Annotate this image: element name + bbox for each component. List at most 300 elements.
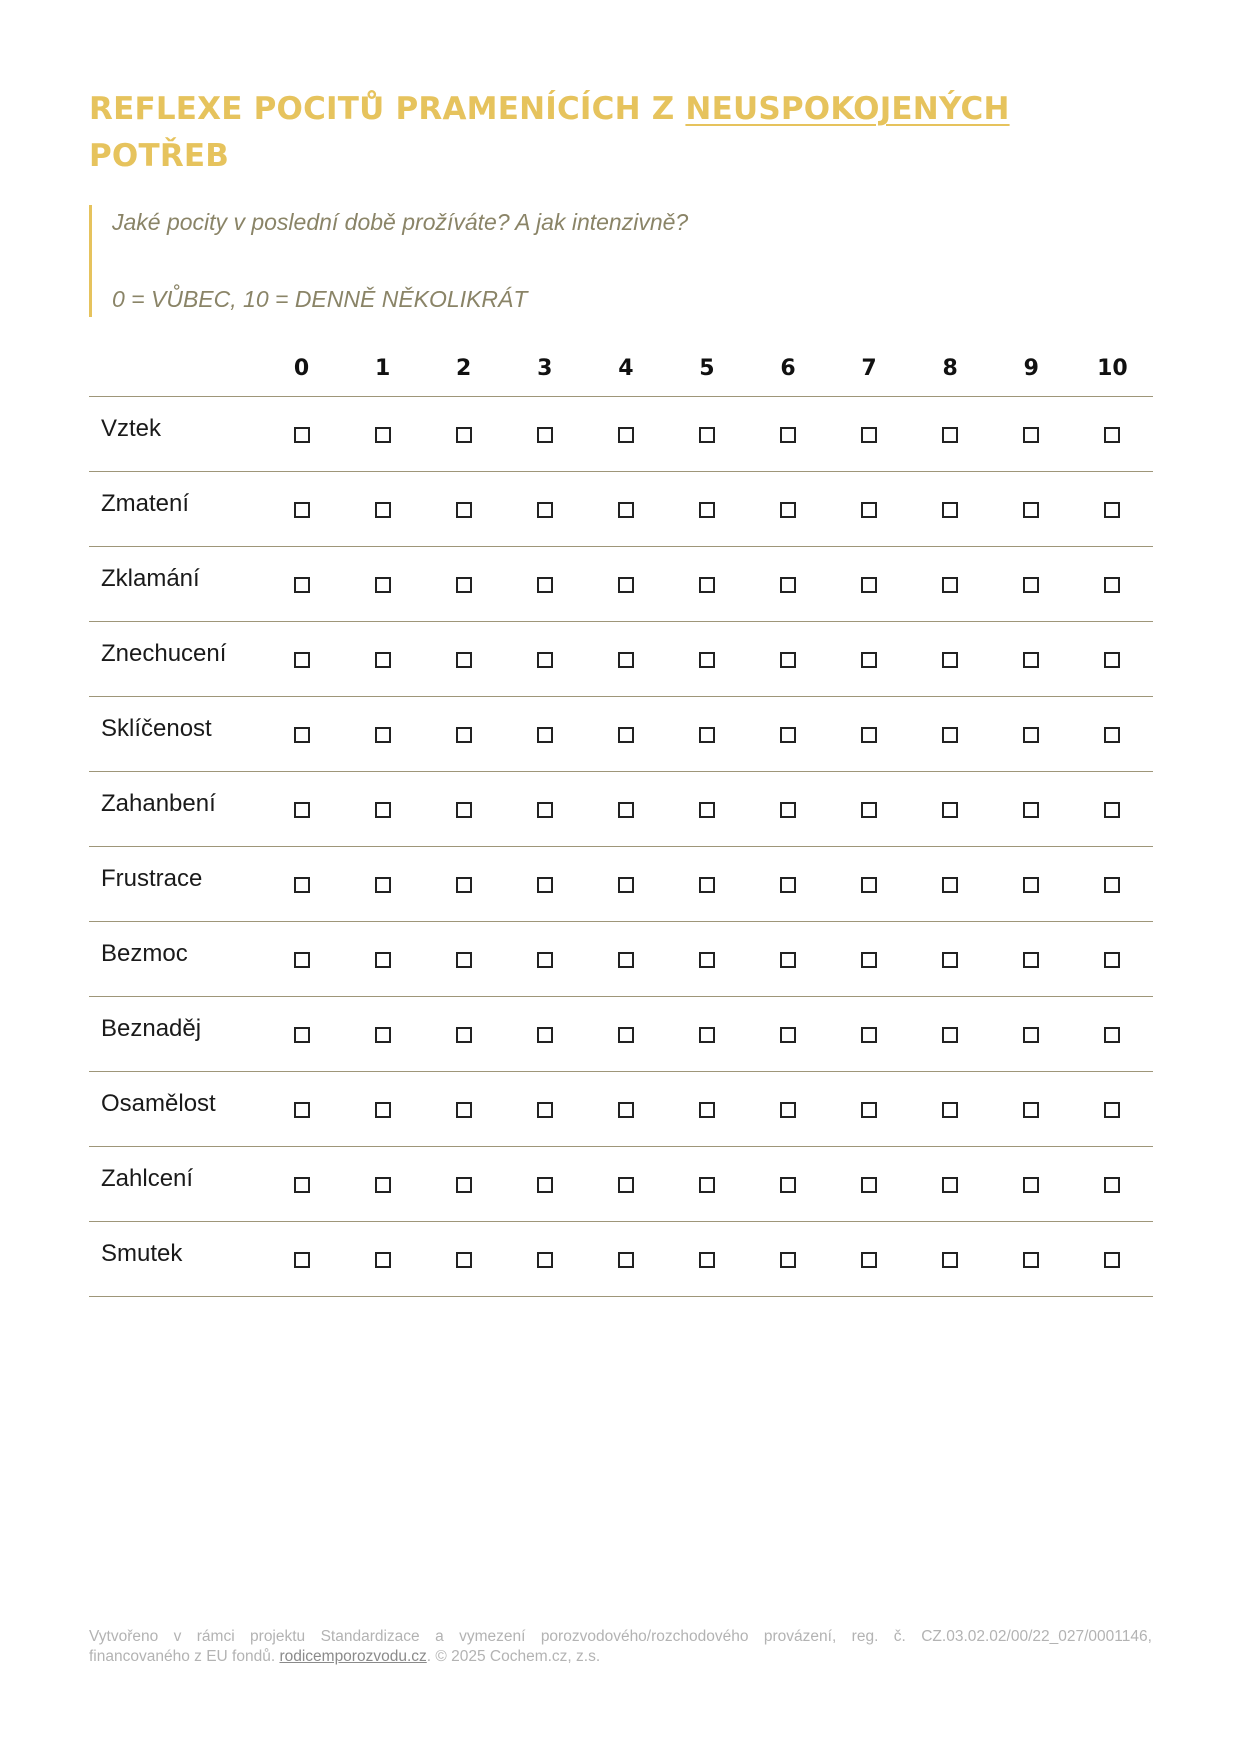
footer <box>89 1627 1152 1667</box>
checkbox[interactable] <box>375 727 391 743</box>
checkbox[interactable] <box>699 577 715 593</box>
scale-cell <box>261 1147 342 1222</box>
scale-header-7: 7 <box>861 355 877 381</box>
checkbox[interactable] <box>699 652 715 668</box>
scale-cell <box>342 547 423 622</box>
footer-line1-word: č. <box>893 1628 906 1645</box>
checkbox[interactable] <box>1104 952 1120 968</box>
checkbox[interactable] <box>1023 802 1039 818</box>
scale-cell <box>991 397 1072 472</box>
scale-cell <box>342 772 423 847</box>
checkbox[interactable] <box>861 952 877 968</box>
scale-cell <box>666 922 747 997</box>
checkbox[interactable] <box>456 952 472 968</box>
checkbox[interactable] <box>294 802 310 818</box>
scale-cell <box>261 847 342 922</box>
feeling-label: Sklíčenost <box>89 697 261 772</box>
feelings-scale-table <box>89 340 1153 1297</box>
scale-cell <box>423 1147 504 1222</box>
scale-cell <box>829 547 910 622</box>
footer-line1-word: porozvodového/rozchodového <box>540 1628 749 1645</box>
checkbox[interactable] <box>861 577 877 593</box>
checkbox[interactable] <box>699 427 715 443</box>
scale-header-1: 1 <box>374 355 391 381</box>
checkbox[interactable] <box>1023 877 1039 893</box>
checkbox[interactable] <box>942 877 958 893</box>
scale-cell <box>585 622 666 697</box>
checkbox[interactable] <box>456 577 472 593</box>
checkbox[interactable] <box>1023 1177 1039 1193</box>
footer-line1-word: a <box>435 1628 444 1645</box>
scale-cell <box>585 1147 666 1222</box>
scale-cell <box>666 397 747 472</box>
feeling-label: Zklamání <box>89 547 261 622</box>
checkbox[interactable] <box>294 502 310 518</box>
table-row <box>89 847 1153 922</box>
checkbox[interactable] <box>294 727 310 743</box>
feeling-label: Osamělost <box>89 1072 261 1147</box>
intro-scale-hint: 0 = VŮBEC, 10 = DENNĚ NĚKOLIKRÁT <box>112 286 528 312</box>
scale-cell <box>1072 697 1153 772</box>
scale-header-9: 9 <box>1023 355 1039 381</box>
scale-cell <box>504 397 585 472</box>
checkbox[interactable] <box>780 727 796 743</box>
checkbox[interactable] <box>780 1177 796 1193</box>
scale-cell <box>991 997 1072 1072</box>
scale-cell <box>666 997 747 1072</box>
scale-cell <box>829 622 910 697</box>
scale-cell <box>910 1222 991 1297</box>
checkbox[interactable] <box>618 652 634 668</box>
footer-line1-word: Standardizace <box>320 1628 420 1645</box>
scale-cell <box>261 772 342 847</box>
title-part1: REFLEXE POCITŮ PRAMENÍCÍCH Z <box>89 91 686 127</box>
footer-line1-word: vymezení <box>459 1628 526 1645</box>
table-row <box>89 1147 1153 1222</box>
scale-cell <box>666 1072 747 1147</box>
scale-cell <box>342 997 423 1072</box>
checkbox[interactable] <box>942 1252 958 1268</box>
checkbox[interactable] <box>699 802 715 818</box>
checkbox[interactable] <box>780 652 796 668</box>
checkbox[interactable] <box>618 1102 634 1118</box>
checkbox[interactable] <box>456 502 472 518</box>
scale-header-8: 8 <box>942 355 958 381</box>
scale-cell <box>342 697 423 772</box>
checkbox[interactable] <box>456 427 472 443</box>
checkbox[interactable] <box>861 727 877 743</box>
scale-cell <box>504 997 585 1072</box>
checkbox[interactable] <box>942 1177 958 1193</box>
checkbox[interactable] <box>456 652 472 668</box>
scale-cell <box>666 1222 747 1297</box>
scale-cell <box>910 547 991 622</box>
checkbox[interactable] <box>1104 1252 1120 1268</box>
feeling-label: Zahlcení <box>89 1147 261 1222</box>
checkbox[interactable] <box>780 1027 796 1043</box>
scale-cell <box>829 397 910 472</box>
scale-cell <box>991 1222 1072 1297</box>
feeling-label: Smutek <box>89 1222 261 1297</box>
scale-cell <box>423 772 504 847</box>
scale-header-3: 3 <box>537 355 553 381</box>
scale-header-4: 4 <box>618 355 634 381</box>
scale-cell <box>829 697 910 772</box>
checkbox[interactable] <box>699 1102 715 1118</box>
table-row <box>89 772 1153 847</box>
checkbox[interactable] <box>294 577 310 593</box>
scale-cell <box>261 697 342 772</box>
scale-cell <box>910 1072 991 1147</box>
scale-cell <box>261 922 342 997</box>
checkbox[interactable] <box>294 652 310 668</box>
checkbox[interactable] <box>780 577 796 593</box>
footer-line2-prefix: financovaného z EU fondů. <box>89 1648 280 1665</box>
footer-line1-word: CZ.03.02.02/00/22_027/0001146, <box>921 1628 1152 1645</box>
scale-cell <box>423 847 504 922</box>
header-empty-cell <box>89 340 261 397</box>
checkbox[interactable] <box>618 802 634 818</box>
scale-cell <box>504 922 585 997</box>
scale-cell <box>991 472 1072 547</box>
table-row <box>89 397 1153 472</box>
checkbox[interactable] <box>1104 727 1120 743</box>
scale-header-10: 10 <box>1097 355 1128 381</box>
checkbox[interactable] <box>1023 1027 1039 1043</box>
scale-cell <box>747 547 828 622</box>
checkbox[interactable] <box>942 577 958 593</box>
scale-cell <box>423 922 504 997</box>
checkbox[interactable] <box>942 1027 958 1043</box>
checkbox[interactable] <box>537 577 553 593</box>
checkbox[interactable] <box>1023 727 1039 743</box>
scale-cell <box>504 1147 585 1222</box>
footer-line1-word: provázení, <box>763 1628 837 1645</box>
checkbox[interactable] <box>942 952 958 968</box>
checkbox[interactable] <box>1023 952 1039 968</box>
checkbox[interactable] <box>375 577 391 593</box>
scale-cell <box>504 1222 585 1297</box>
checkbox[interactable] <box>861 427 877 443</box>
scale-cell <box>666 697 747 772</box>
scale-cell <box>1072 397 1153 472</box>
checkbox[interactable] <box>1104 802 1120 818</box>
checkbox[interactable] <box>375 1027 391 1043</box>
scale-cell <box>910 1147 991 1222</box>
scale-cell <box>1072 997 1153 1072</box>
scale-cell <box>423 622 504 697</box>
scale-cell <box>585 997 666 1072</box>
footer-line2 <box>89 1647 1152 1667</box>
scale-cell <box>1072 1222 1153 1297</box>
scale-cell <box>261 997 342 1072</box>
checkbox[interactable] <box>294 427 310 443</box>
checkbox[interactable] <box>456 877 472 893</box>
checkbox[interactable] <box>861 1252 877 1268</box>
checkbox[interactable] <box>942 502 958 518</box>
scale-cell <box>504 772 585 847</box>
checkbox[interactable] <box>618 1027 634 1043</box>
checkbox[interactable] <box>537 652 553 668</box>
scale-cell <box>504 472 585 547</box>
checkbox[interactable] <box>1104 652 1120 668</box>
checkbox[interactable] <box>537 427 553 443</box>
checkbox[interactable] <box>1104 1102 1120 1118</box>
checkbox[interactable] <box>537 1252 553 1268</box>
scale-cell <box>504 847 585 922</box>
scale-cell <box>423 1072 504 1147</box>
scale-cell <box>910 472 991 547</box>
checkbox[interactable] <box>618 877 634 893</box>
scale-cell <box>342 622 423 697</box>
checkbox[interactable] <box>861 1102 877 1118</box>
checkbox[interactable] <box>780 427 796 443</box>
footer-line2-suffix: . © 2025 Cochem.cz, z.s. <box>426 1648 601 1665</box>
scale-cell <box>747 847 828 922</box>
scale-header-6: 6 <box>780 355 796 381</box>
checkbox[interactable] <box>456 727 472 743</box>
checkbox[interactable] <box>618 427 634 443</box>
title-part2: POTŘEB <box>89 138 230 174</box>
table-row <box>89 697 1153 772</box>
footer-line1 <box>89 1627 1152 1647</box>
table-row <box>89 472 1153 547</box>
checkbox[interactable] <box>375 1252 391 1268</box>
intro-question: Jaké pocity v poslední době prožíváte? A jak intenzivně? <box>112 209 689 235</box>
checkbox[interactable] <box>375 1177 391 1193</box>
scale-cell <box>747 1147 828 1222</box>
checkbox[interactable] <box>537 952 553 968</box>
scale-cell <box>342 1072 423 1147</box>
checkbox[interactable] <box>456 1027 472 1043</box>
scale-cell <box>829 997 910 1072</box>
checkbox[interactable] <box>294 1177 310 1193</box>
table-row <box>89 622 1153 697</box>
scale-cell <box>261 622 342 697</box>
checkbox[interactable] <box>861 877 877 893</box>
scale-cell <box>747 472 828 547</box>
checkbox[interactable] <box>456 802 472 818</box>
checkbox[interactable] <box>537 1177 553 1193</box>
checkbox[interactable] <box>618 952 634 968</box>
scale-cell <box>910 397 991 472</box>
checkbox[interactable] <box>942 1102 958 1118</box>
scale-cell <box>1072 547 1153 622</box>
scale-cell <box>1072 622 1153 697</box>
checkbox[interactable] <box>699 1177 715 1193</box>
checkbox[interactable] <box>699 727 715 743</box>
checkbox[interactable] <box>861 1027 877 1043</box>
checkbox[interactable] <box>618 1177 634 1193</box>
table-row <box>89 922 1153 997</box>
table-row <box>89 1072 1153 1147</box>
scale-cell <box>1072 472 1153 547</box>
footer-line1-word: projektu <box>250 1628 306 1645</box>
checkbox[interactable] <box>1104 1177 1120 1193</box>
scale-cell <box>829 922 910 997</box>
scale-cell <box>910 997 991 1072</box>
scale-header-row <box>89 340 1153 397</box>
checkbox[interactable] <box>618 577 634 593</box>
scale-cell <box>747 1072 828 1147</box>
checkbox[interactable] <box>537 727 553 743</box>
checkbox[interactable] <box>780 952 796 968</box>
scale-cell <box>666 622 747 697</box>
checkbox[interactable] <box>294 1252 310 1268</box>
checkbox[interactable] <box>618 727 634 743</box>
checkbox[interactable] <box>942 727 958 743</box>
checkbox[interactable] <box>294 1027 310 1043</box>
checkbox[interactable] <box>375 502 391 518</box>
checkbox[interactable] <box>861 1177 877 1193</box>
checkbox[interactable] <box>780 1102 796 1118</box>
checkbox[interactable] <box>456 1177 472 1193</box>
scale-cell <box>423 697 504 772</box>
checkbox[interactable] <box>699 877 715 893</box>
checkbox[interactable] <box>294 952 310 968</box>
checkbox[interactable] <box>699 1027 715 1043</box>
scale-cell <box>504 547 585 622</box>
checkbox[interactable] <box>537 502 553 518</box>
scale-cell <box>585 922 666 997</box>
checkbox[interactable] <box>699 502 715 518</box>
scale-cell <box>991 697 1072 772</box>
feeling-label: Zmatení <box>89 472 261 547</box>
scale-cell <box>261 1072 342 1147</box>
checkbox[interactable] <box>1104 877 1120 893</box>
checkbox[interactable] <box>1023 1252 1039 1268</box>
scale-cell <box>585 1222 666 1297</box>
checkbox[interactable] <box>537 802 553 818</box>
scale-cell <box>747 697 828 772</box>
checkbox[interactable] <box>1104 427 1120 443</box>
table-row <box>89 1222 1153 1297</box>
checkbox[interactable] <box>375 1102 391 1118</box>
checkbox[interactable] <box>1104 577 1120 593</box>
checkbox[interactable] <box>699 952 715 968</box>
checkbox[interactable] <box>375 427 391 443</box>
scale-cell <box>991 547 1072 622</box>
checkbox[interactable] <box>942 652 958 668</box>
scale-cell <box>585 772 666 847</box>
scale-cell <box>910 697 991 772</box>
page-title <box>89 86 1089 180</box>
checkbox[interactable] <box>861 652 877 668</box>
scale-cell <box>423 547 504 622</box>
scale-cell <box>829 1072 910 1147</box>
scale-cell <box>910 772 991 847</box>
checkbox[interactable] <box>618 1252 634 1268</box>
scale-cell <box>666 1147 747 1222</box>
checkbox[interactable] <box>1023 502 1039 518</box>
scale-header-0: 0 <box>293 355 310 381</box>
scale-cell <box>991 1147 1072 1222</box>
checkbox[interactable] <box>294 877 310 893</box>
checkbox[interactable] <box>942 802 958 818</box>
scale-cell <box>666 772 747 847</box>
scale-cell <box>910 847 991 922</box>
footer-line1-word: rámci <box>196 1628 235 1645</box>
scale-cell <box>747 922 828 997</box>
footer-line1-word: reg. <box>851 1628 879 1645</box>
checkbox[interactable] <box>375 652 391 668</box>
scale-cell <box>991 847 1072 922</box>
footer-link[interactable]: rodicemporozvodu.cz <box>279 1648 427 1665</box>
checkbox[interactable] <box>1023 652 1039 668</box>
checkbox[interactable] <box>537 1027 553 1043</box>
checkbox[interactable] <box>780 502 796 518</box>
scale-cell <box>1072 1072 1153 1147</box>
scale-cell <box>829 1147 910 1222</box>
scale-cell <box>342 1147 423 1222</box>
scale-header-2: 2 <box>456 355 472 381</box>
checkbox[interactable] <box>618 502 634 518</box>
checkbox[interactable] <box>456 1102 472 1118</box>
scale-cell <box>666 472 747 547</box>
scale-cell <box>585 697 666 772</box>
scale-cell <box>991 772 1072 847</box>
checkbox[interactable] <box>1023 1102 1039 1118</box>
feeling-label: Bezmoc <box>89 922 261 997</box>
checkbox[interactable] <box>375 952 391 968</box>
checkbox[interactable] <box>1023 427 1039 443</box>
scale-cell <box>991 622 1072 697</box>
checkbox[interactable] <box>456 1252 472 1268</box>
scale-cell <box>342 1222 423 1297</box>
scale-cell <box>342 397 423 472</box>
checkbox[interactable] <box>780 877 796 893</box>
checkbox[interactable] <box>780 802 796 818</box>
checkbox[interactable] <box>537 877 553 893</box>
footer-line1-word: v <box>173 1628 182 1645</box>
scale-header-5: 5 <box>699 355 715 381</box>
scale-cell <box>423 997 504 1072</box>
checkbox[interactable] <box>861 502 877 518</box>
feeling-label: Vztek <box>89 397 261 472</box>
checkbox[interactable] <box>294 1102 310 1118</box>
scale-cell <box>991 1072 1072 1147</box>
checkbox[interactable] <box>942 427 958 443</box>
scale-cell <box>666 547 747 622</box>
scale-cell <box>423 1222 504 1297</box>
scale-cell <box>504 622 585 697</box>
checkbox[interactable] <box>861 802 877 818</box>
checkbox[interactable] <box>780 1252 796 1268</box>
scale-cell <box>1072 847 1153 922</box>
checkbox[interactable] <box>1104 502 1120 518</box>
scale-cell <box>910 922 991 997</box>
feeling-label: Frustrace <box>89 847 261 922</box>
scale-cell <box>585 547 666 622</box>
scale-cell <box>747 997 828 1072</box>
checkbox[interactable] <box>375 802 391 818</box>
scale-cell <box>504 697 585 772</box>
scale-cell <box>342 847 423 922</box>
checkbox[interactable] <box>537 1102 553 1118</box>
scale-cell <box>747 1222 828 1297</box>
scale-cell <box>342 922 423 997</box>
checkbox[interactable] <box>699 1252 715 1268</box>
checkbox[interactable] <box>375 877 391 893</box>
checkbox[interactable] <box>1104 1027 1120 1043</box>
checkbox[interactable] <box>1023 577 1039 593</box>
scale-cell <box>1072 772 1153 847</box>
scale-cell <box>991 922 1072 997</box>
scale-cell <box>342 472 423 547</box>
scale-cell <box>504 1072 585 1147</box>
scale-cell <box>747 397 828 472</box>
feeling-label: Beznaděj <box>89 997 261 1072</box>
